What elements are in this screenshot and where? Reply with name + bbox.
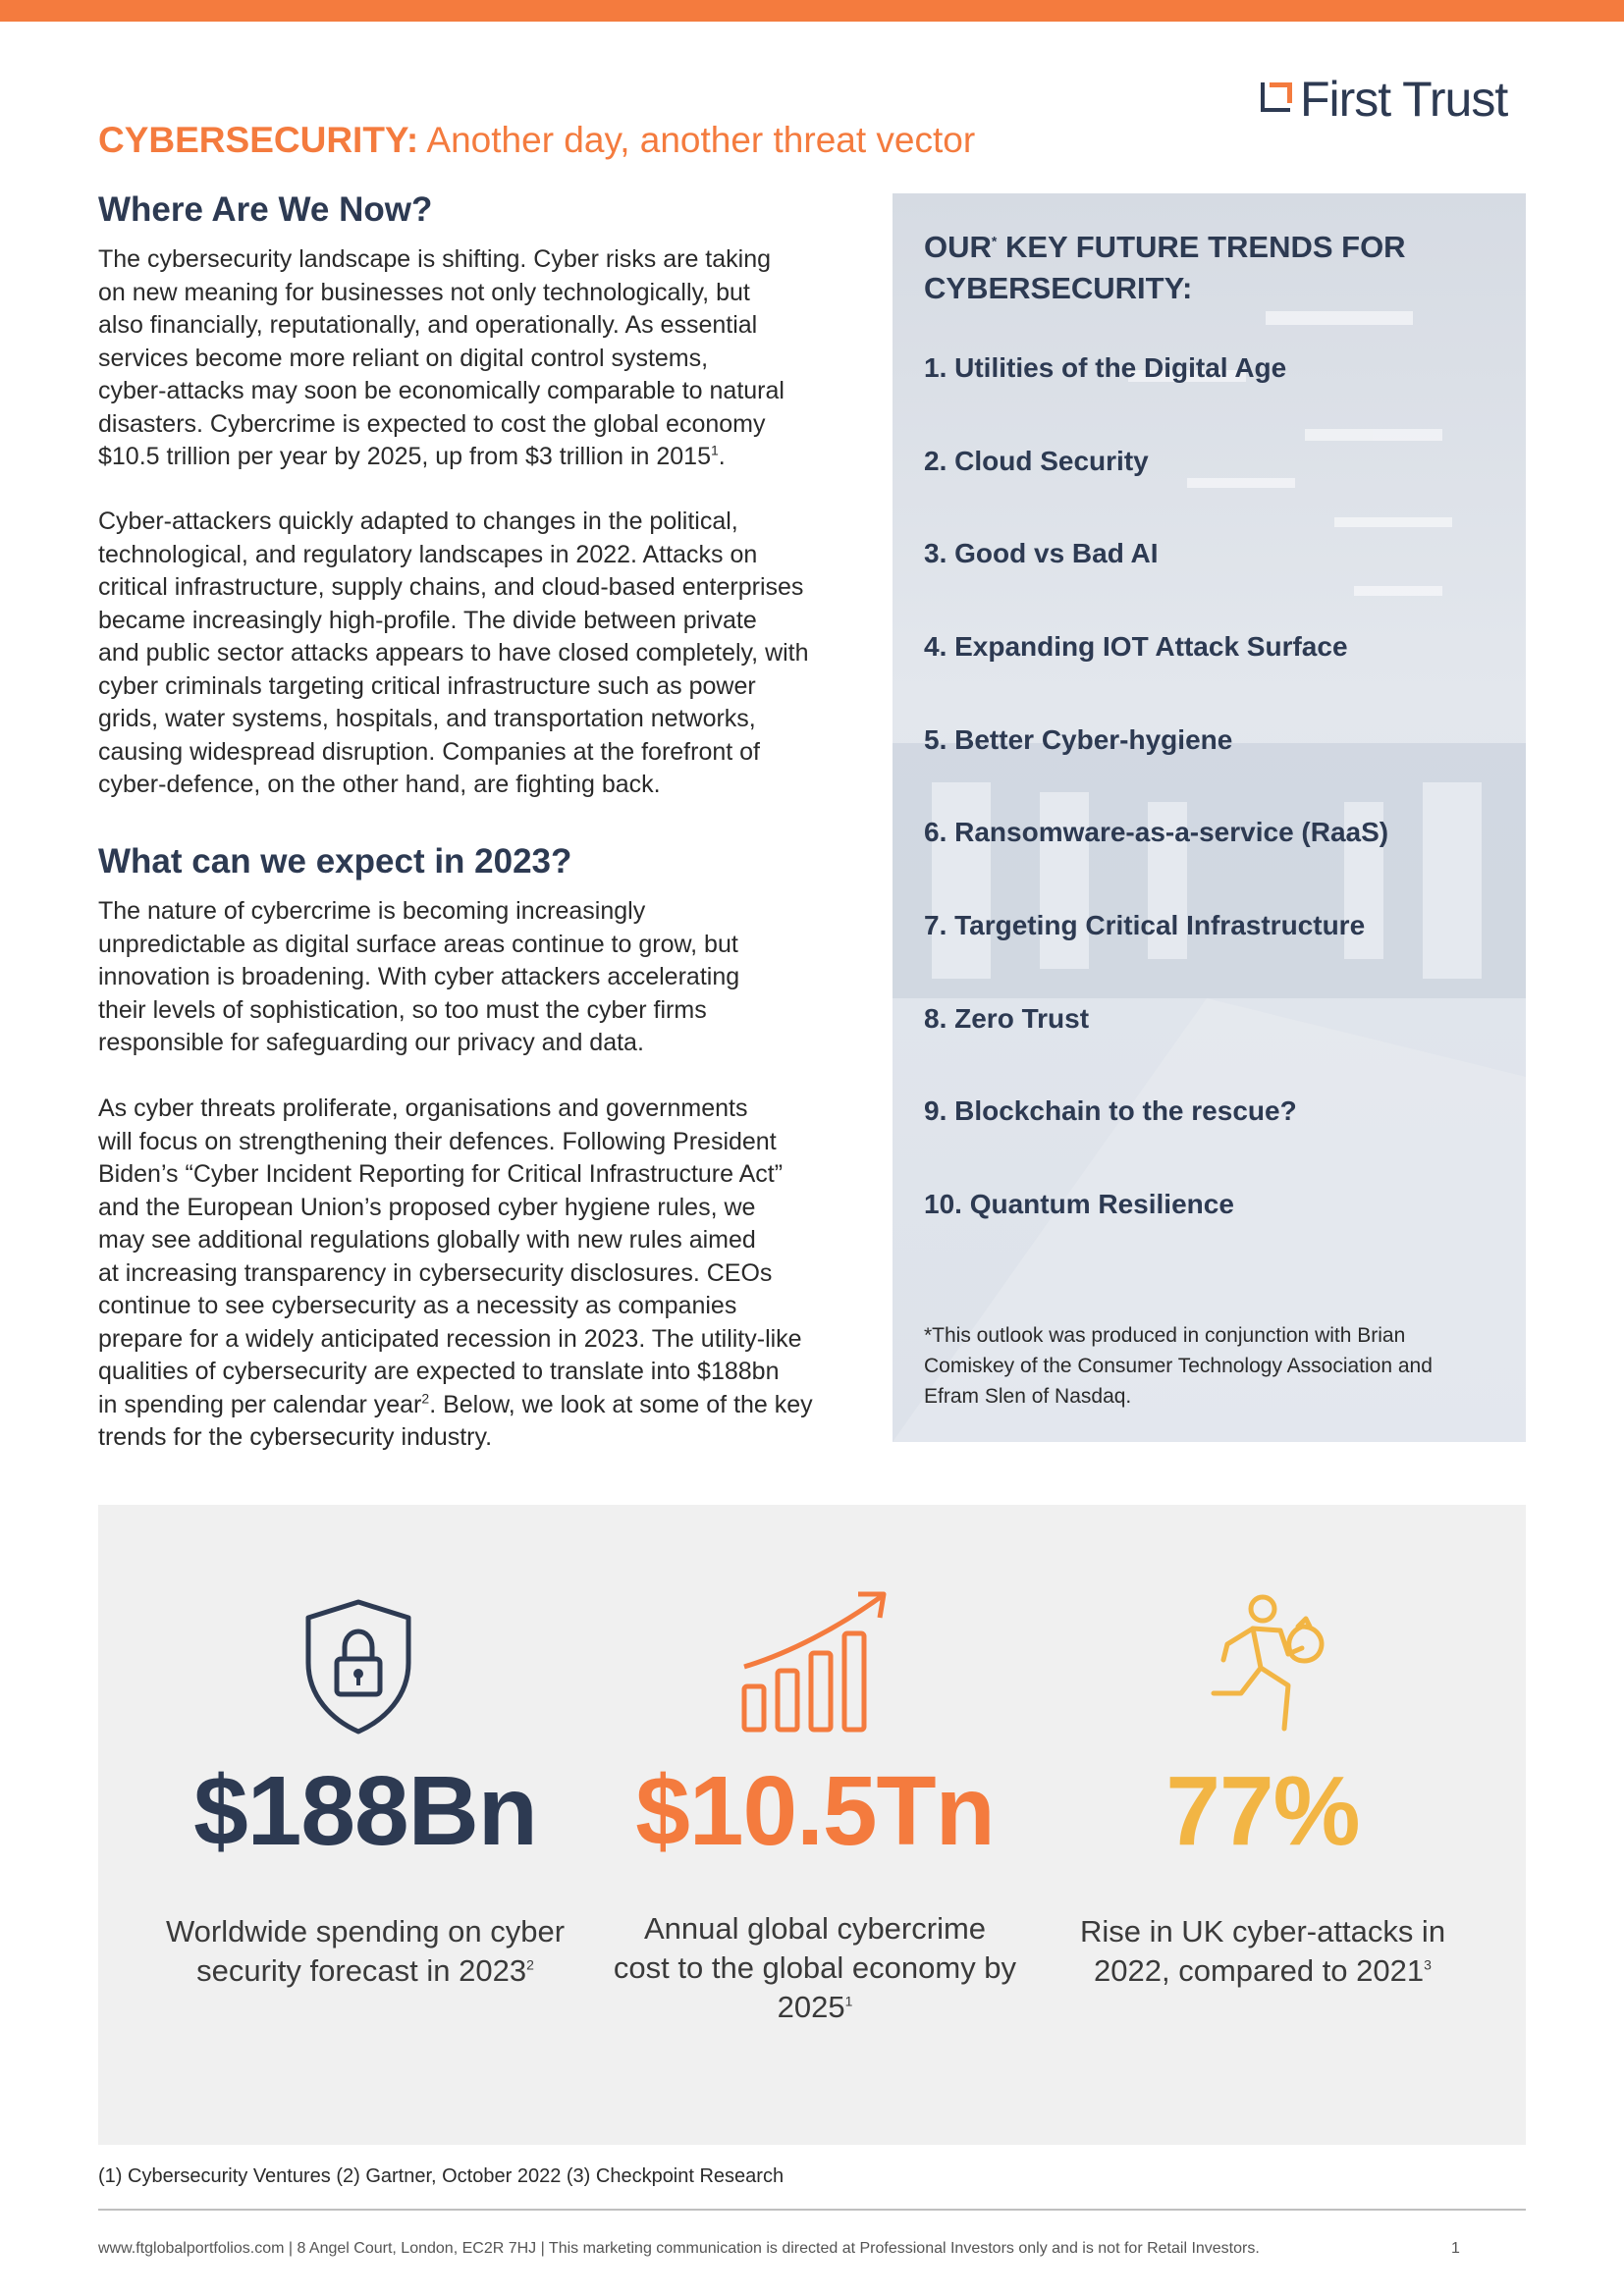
trend-item: 3. Good vs Bad AI [924,538,1159,568]
section-title-where-are-we-now: Where Are We Now? [98,190,433,229]
section1-paragraph-1: The cybersecurity landscape is shifting. Cyber risks are taking on new meaning for businesses not only technologically, but also financially, reputationally, and operationally. As essential services become more reliant on digital control systems, cyber-attacks may soon be economically comparable to natural disasters. Cybercrime is expected to cost the global economy $10.5 trillion per year by 2025, up from $3 trillion in 2015$^1$. [98,245,785,470]
sidebar-footnote: *This outlook was produced in conjunction with Brian Comiskey of the Consumer Technology Association and Efram Slen of Nasdaq. [924,1324,1433,1408]
stat-label-uk-attacks: Rise in UK cyber-attacks in 2022, compared to 2021$^3$ [1079,1914,1446,1988]
section1-paragraph-2: Cyber-attackers quickly adapted to changes in the political, technological, and regulatory landscapes in 2022. Attacks on critical infrastructure, supply chains, and cloud-based enterprises became increasingly high-profile. The divide between private and public sector attacks appears to have closed completely, with cyber criminals targeting critical infrastructure such as power grids, water systems, hospitals, and transportation networks, causing widespread disruption. Companies at the forefront of cyber-defence, on the other hand, are fighting back. [98,507,809,798]
top-accent-bar [0,0,1624,22]
headline-rest: Another day, another threat vector [426,120,976,160]
stat-value-cybercrime-cost: $10.5Tn [635,1756,995,1866]
stat-label-cybercrime-cost: Annual global cybercrime cost to the global economy by 2025$^1$ [613,1911,1017,2024]
footer-divider [98,2209,1526,2211]
first-trust-logo [1261,72,1508,127]
section-title-what-to-expect: What can we expect in 2023? [98,842,572,881]
trend-item: 1. Utilities of the Digital Age [924,352,1287,383]
footer-text: www.ftglobalportfolios.com | 8 Angel Court, London, EC2R 7HJ | This marketing communication is directed at Professional Investors only and is not for Retail Investors. [98,2240,1260,2257]
trend-item: 4. Expanding IOT Attack Surface [924,631,1348,662]
sources-line: (1) Cybersecurity Ventures (2) Gartner, October 2022 (3) Checkpoint Research [98,2165,785,2187]
growth-chart-icon [740,1588,897,1735]
trend-item: 5. Better Cyber-hygiene [924,724,1233,755]
stat-value-uk-attacks: 77% [1165,1756,1360,1866]
trend-item: 9. Blockchain to the rescue? [924,1095,1297,1126]
shield-lock-icon [302,1598,414,1735]
trend-item: 2. Cloud Security [924,446,1149,476]
page-number: 1 [1451,2240,1460,2257]
stat-label-spending: Worldwide spending on cyber security forecast in 2023$^2$ [165,1914,566,1988]
trend-item: 7. Targeting Critical Infrastructure [924,910,1366,940]
trend-item: 6. Ransomware-as-a-service (RaaS) [924,817,1389,847]
trend-item: 8. Zero Trust [924,1003,1090,1034]
sidebar-title: OUR* KEY FUTURE TRENDS FOR CYBERSECURITY: [924,230,1406,305]
running-thief-icon [1194,1591,1331,1738]
stats-panel [98,1505,1526,2145]
key-trends-sidebar [893,193,1526,1442]
headline-bold: CYBERSECURITY: [98,120,419,160]
trend-item: 10. Quantum Resilience [924,1189,1234,1219]
stat-value-spending: $188Bn [193,1756,537,1866]
footnote-ref: 1 [710,442,719,458]
logo-mark-icon [1261,82,1294,116]
page-headline [98,120,975,161]
footnote-ref: 2 [421,1390,430,1407]
logo-text: First Trust [1300,72,1508,127]
section2-paragraph-2: As cyber threats proliferate, organisations and governments will focus on strengthening their defences. Following President Biden’s “Cyber Incident Reporting for Critical Infrastructure Act” and the European Union’s proposed cyber hygiene rules, we may see additional regulations globally with new rules aimed at increasing transparency in cybersecurity disclosures. CEOs continue to see cybersecurity as a necessity as companies prepare for a widely anticipated recession in 2023. The utility-like qualities of cybersecurity are expected to translate into $188bn in spending per calendar year$^2$. Below, we look at some of the key trends for the cybersecurity industry. [98,1095,813,1451]
section2-paragraph-1: The nature of cybercrime is becoming increasingly unpredictable as digital surface areas continue to grow, but innovation is broadening. With cyber attackers accelerating their levels of sophistication, so too must the cyber firms responsible for safeguarding our privacy and data. [98,897,740,1056]
